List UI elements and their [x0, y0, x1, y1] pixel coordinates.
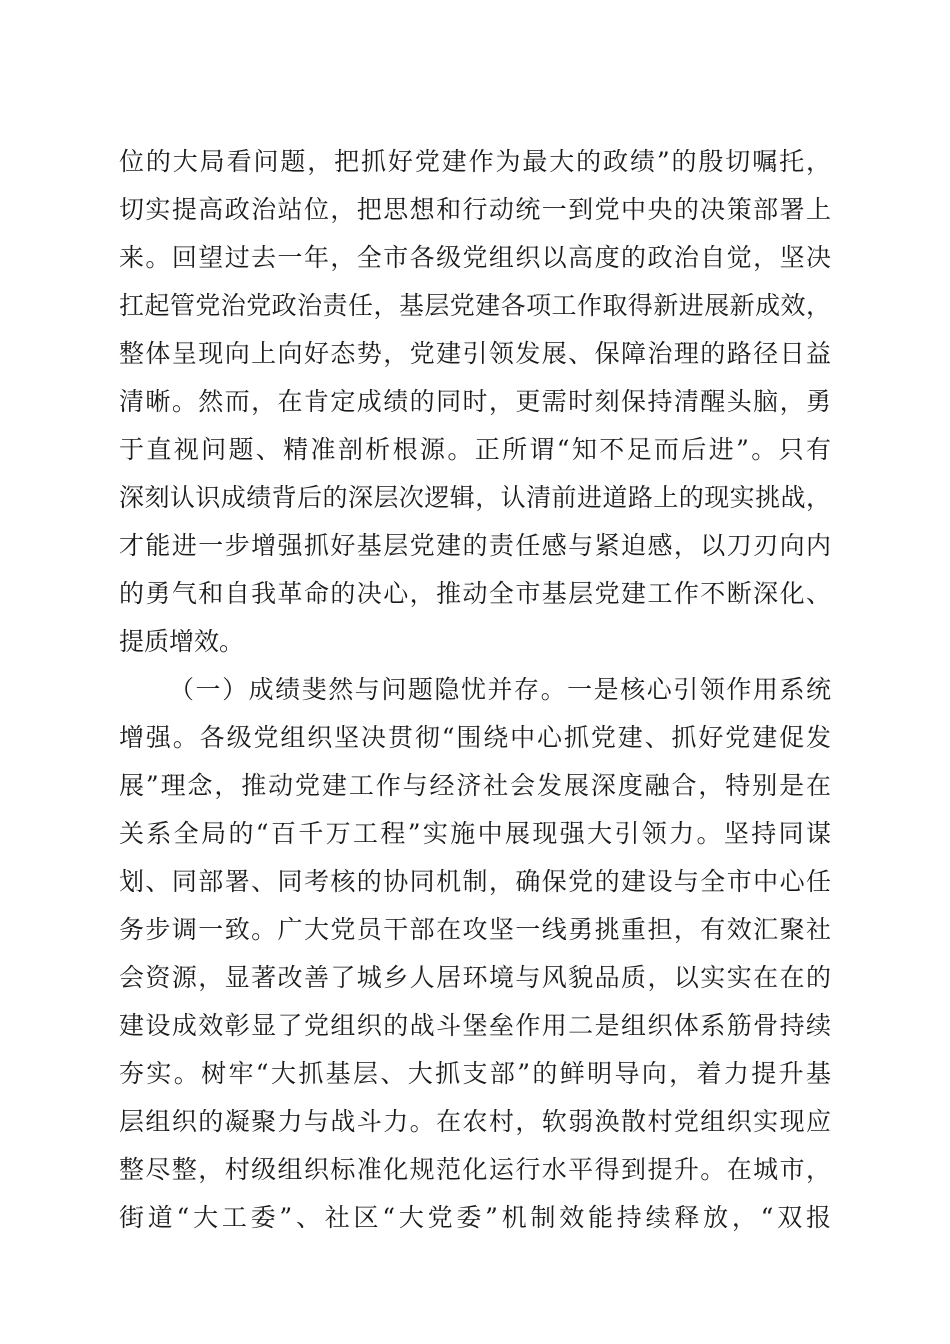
- text-line-8: 深刻认识成绩背后的深层次逻辑，认清前进道路上的现实挑战，: [119, 483, 831, 512]
- text-line-14: 展”理念，推动党建工作与经济社会发展深度融合，特别是在: [119, 771, 831, 800]
- text-line-2: 切实提高政治站位，把思想和行动统一到党中央的决策部署上: [119, 195, 831, 224]
- text-line-13: 增强。各级党组织坚决贯彻“围绕中心抓党建、抓好党建促发: [119, 723, 831, 752]
- text-line-19: 建设成效彰显了党组织的战斗堡垒作用二是组织体系筋骨持续: [119, 1011, 831, 1040]
- text-line-7: 于直视问题、精准剖析根源。正所谓“知不足而后进”。只有: [119, 435, 831, 464]
- text-line-17: 务步调一致。广大党员干部在攻坚一线勇挑重担，有效汇聚社: [119, 915, 831, 944]
- text-line-10: 的勇气和自我革命的决心，推动全市基层党建工作不断深化、: [119, 579, 831, 608]
- text-line-9: 才能进一步增强抓好基层党建的责任感与紧迫感，以刀刃向内: [119, 531, 831, 560]
- text-line-18: 会资源，显著改善了城乡人居环境与风貌品质，以实实在在的: [119, 963, 831, 992]
- text-line-1: 位的大局看问题，把抓好党建作为最大的政绩”的殷切嘱托，: [119, 147, 831, 176]
- text-line-21: 层组织的凝聚力与战斗力。在农村，软弱涣散村党组织实现应: [119, 1107, 831, 1136]
- text-line-23: 街道“大工委”、社区“大党委”机制效能持续释放，“双报: [119, 1203, 831, 1232]
- section-heading-line: （一）成绩斐然与问题隐忧并存。一是核心引领作用系统: [169, 675, 831, 704]
- text-line-4: 扛起管党治党政治责任，基层党建各项工作取得新进展新成效，: [119, 291, 831, 320]
- text-line-20: 夯实。树牢“大抓基层、大抓支部”的鲜明导向，着力提升基: [119, 1059, 831, 1088]
- text-line-22: 整尽整，村级组织标准化规范化运行水平得到提升。在城市，: [119, 1155, 831, 1184]
- text-line-11: 提质增效。: [119, 627, 245, 656]
- text-line-16: 划、同部署、同考核的协同机制，确保党的建设与全市中心任: [119, 867, 831, 896]
- text-line-15: 关系全局的“百千万工程”实施中展现强大引领力。坚持同谋: [119, 819, 831, 848]
- text-line-3: 来。回望过去一年，全市各级党组织以高度的政治自觉，坚决: [119, 243, 831, 272]
- text-line-5: 整体呈现向上向好态势，党建引领发展、保障治理的路径日益: [119, 339, 831, 368]
- text-line-6: 清晰。然而，在肯定成绩的同时，更需时刻保持清醒头脑，勇: [119, 387, 831, 416]
